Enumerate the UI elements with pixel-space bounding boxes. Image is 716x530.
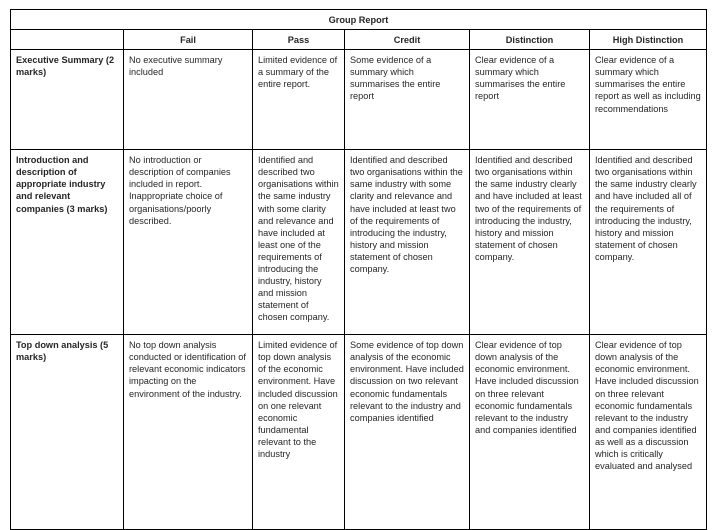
criterion-executive-summary: Executive Summary (2 marks) <box>11 50 124 150</box>
criterion-introduction-description: Introduction and description of appropriate industry and relevant companies (3 marks) <box>11 150 124 335</box>
cell-top-down-pass: Limited evidence of top down analysis of the economic environment. Have included discussion on one relevant economic fundamental relevant to the industry <box>253 335 345 530</box>
cell-top-down-distinction: Clear evidence of top down analysis of the economic environment. Have included discussion on three relevant economic fundamentals relevant to the industry and companies identified <box>470 335 590 530</box>
header-criteria-blank <box>11 30 124 50</box>
header-high-distinction: High Distinction <box>590 30 707 50</box>
criterion-top-down-analysis: Top down analysis (5 marks) <box>11 335 124 530</box>
cell-executive-summary-fail: No executive summary included <box>124 50 253 150</box>
table-header-row <box>11 30 707 50</box>
cell-top-down-fail: No top down analysis conducted or identification of relevant economic indicators impacting on the environment of the industry. <box>124 335 253 530</box>
cell-executive-summary-high-distinction: Clear evidence of a summary which summarises the entire report as well as including recommendations <box>590 50 707 150</box>
cell-top-down-credit: Some evidence of top down analysis of the economic environment. Have included discussion on two relevant economic fundamentals relevant to the industry and companies identified <box>345 335 470 530</box>
cell-introduction-fail: No introduction or description of companies included in report. Inappropriate choice of organisations/poorly described. <box>124 150 253 335</box>
header-distinction: Distinction <box>470 30 590 50</box>
table-row <box>11 150 707 335</box>
header-fail: Fail <box>124 30 253 50</box>
cell-introduction-credit: Identified and described two organisations within the same industry with some clarity and relevance and have included at least two of the requirements of introducing the industry, history and mission statement of chosen company. <box>345 150 470 335</box>
group-report-rubric-table <box>10 9 707 530</box>
header-credit: Credit <box>345 30 470 50</box>
cell-executive-summary-pass: Limited evidence of a summary of the entire report. <box>253 50 345 150</box>
cell-introduction-pass: Identified and described two organisations within the same industry with some clarity and relevance and have included at least one of the requirements of introducing the industry, history and mission statement of chosen company. <box>253 150 345 335</box>
table-row <box>11 50 707 150</box>
table-title-row <box>11 10 707 30</box>
cell-introduction-high-distinction: Identified and described two organisations within the same industry clearly and have included all of the requirements of introducing the industry, history and mission statement of chosen company. <box>590 150 707 335</box>
table-row <box>11 335 707 530</box>
rubric-container <box>10 9 706 530</box>
cell-introduction-distinction: Identified and described two organisations within the same industry clearly and have included at least two of the requirements of introducing the industry, history and mission statement of chosen company. <box>470 150 590 335</box>
cell-executive-summary-credit: Some evidence of a summary which summarises the entire report <box>345 50 470 150</box>
cell-top-down-high-distinction: Clear evidence of top down analysis of the economic environment. Have included discussion on three relevant economic fundamentals relevant to the industry and companies identified as well as a discussion which is critically evaluated and analysed <box>590 335 707 530</box>
cell-executive-summary-distinction: Clear evidence of a summary which summarises the entire report <box>470 50 590 150</box>
table-title: Group Report <box>11 10 707 30</box>
header-pass: Pass <box>253 30 345 50</box>
